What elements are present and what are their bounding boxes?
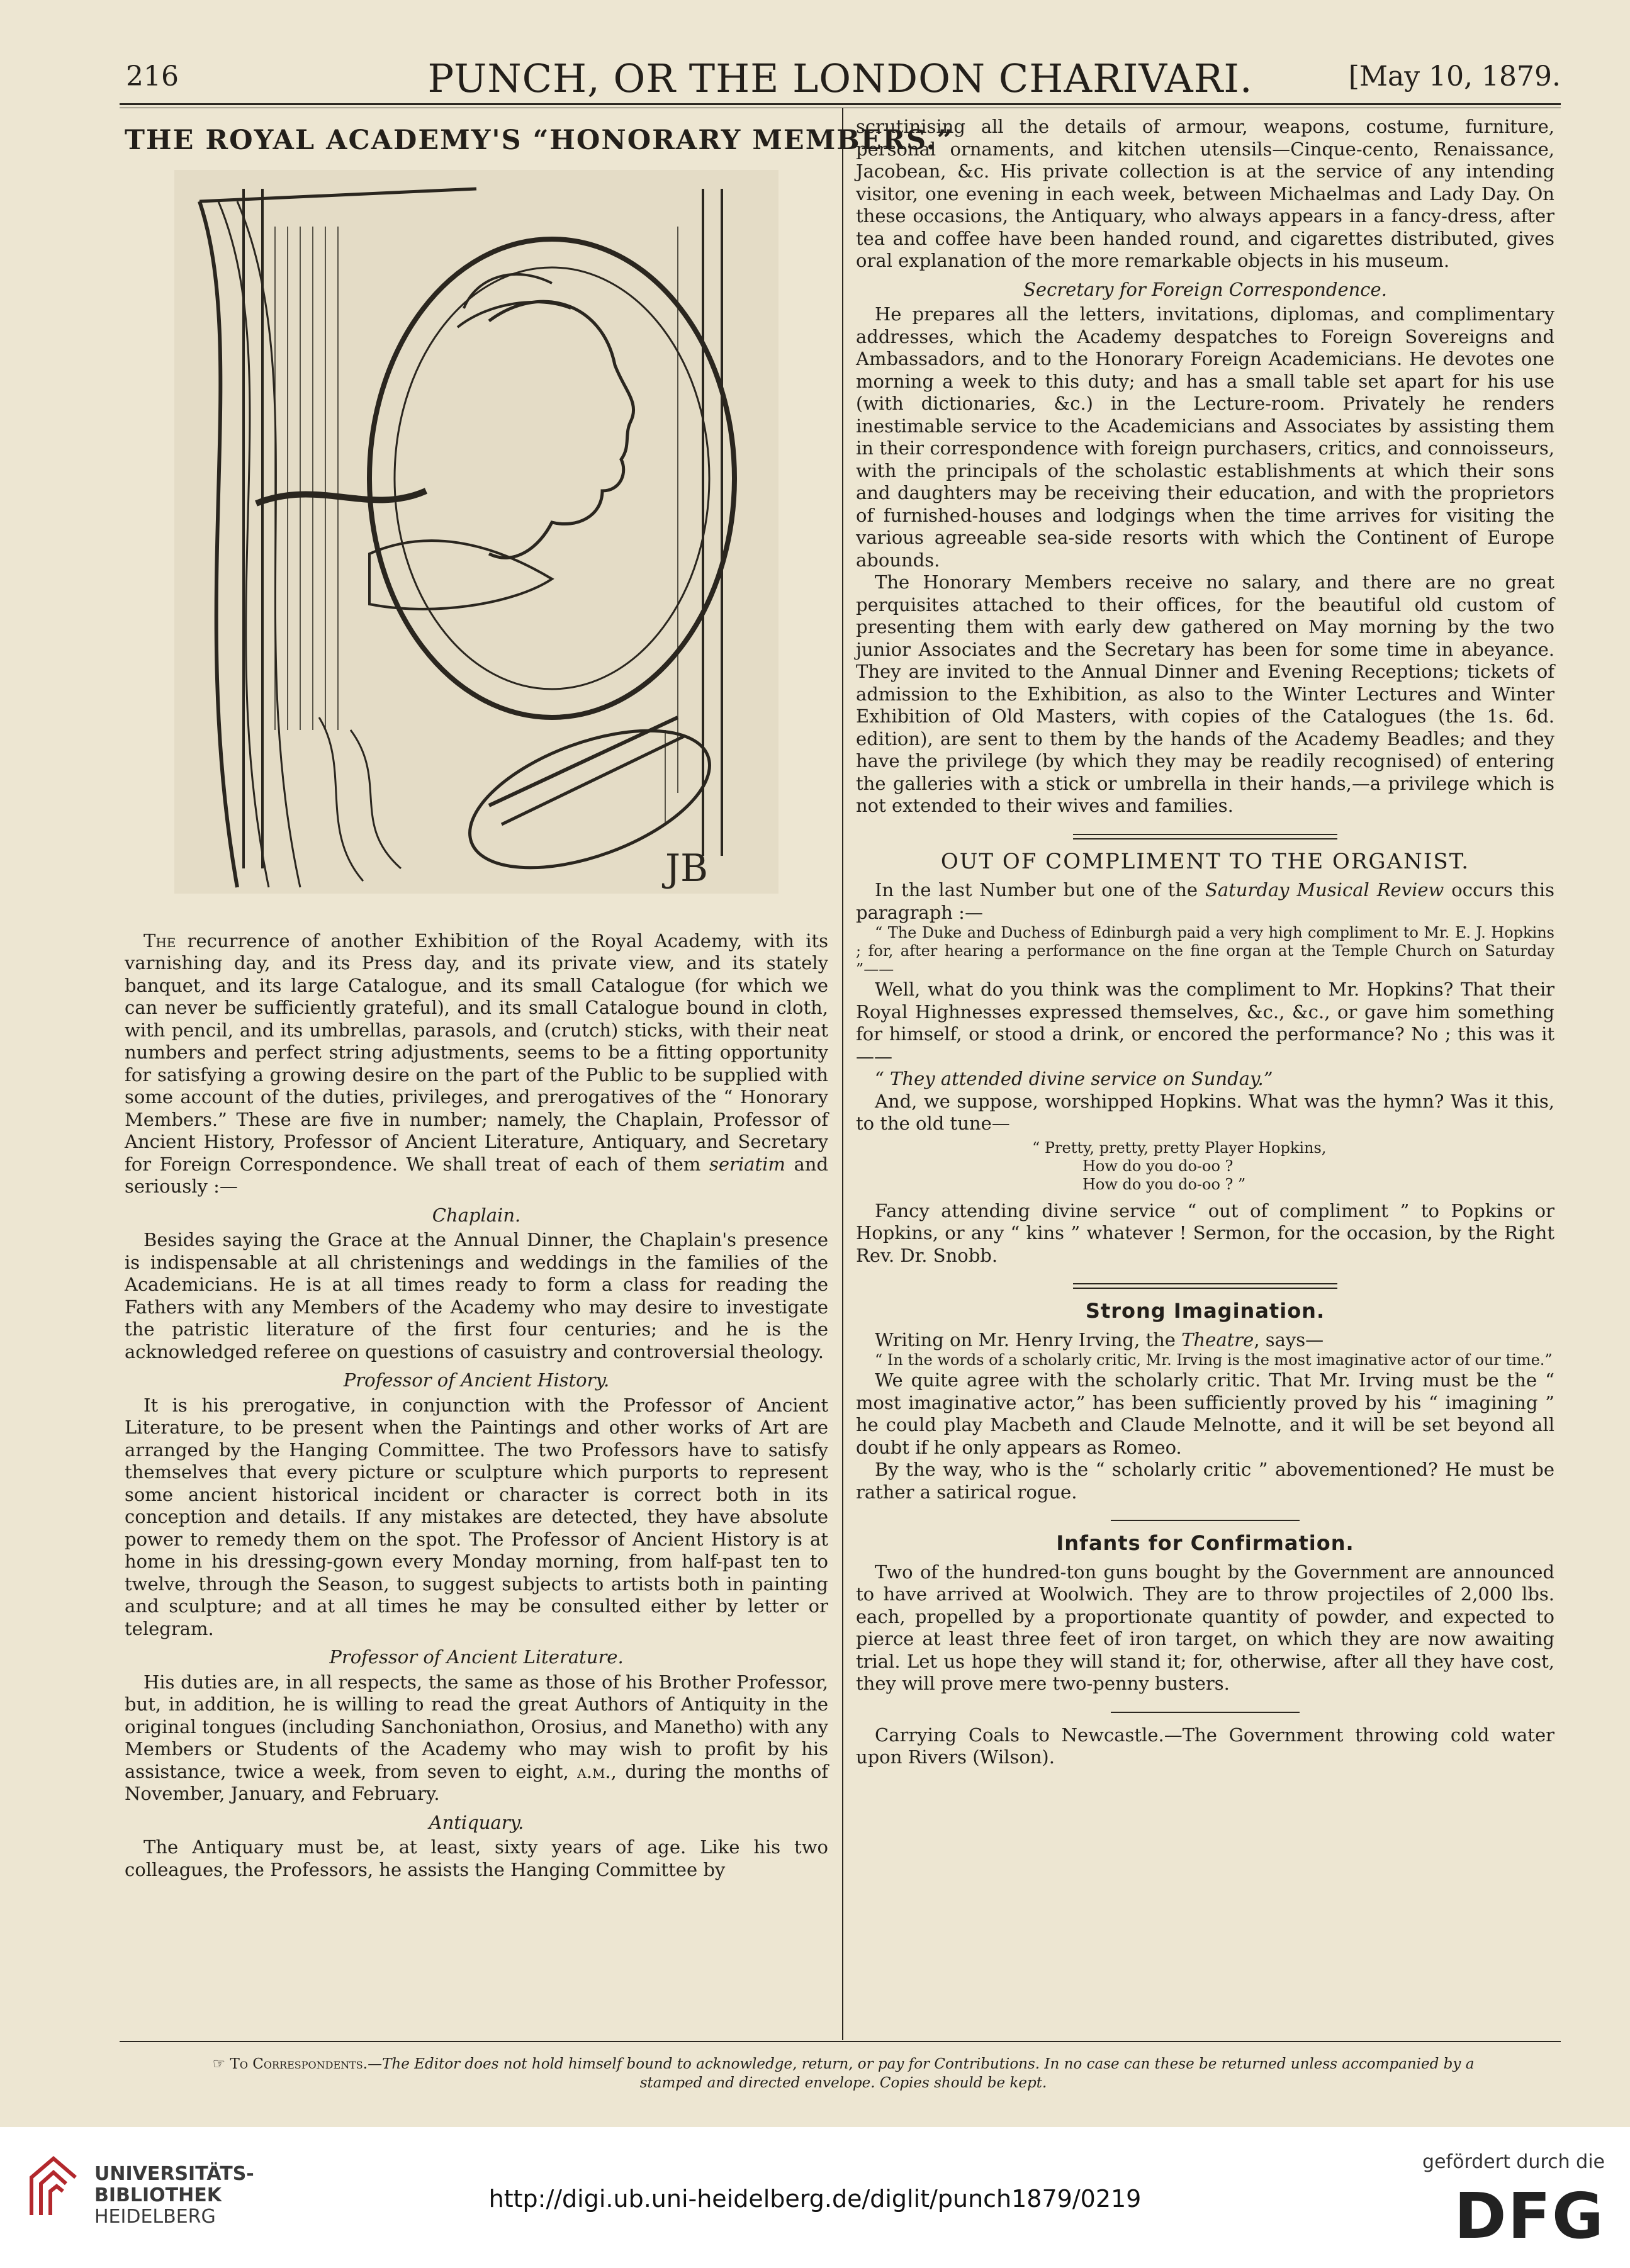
page-number: 216 <box>126 60 179 93</box>
digitization-footer <box>0 2127 1630 2268</box>
infants-title: Infants for Confirmation. <box>1056 1531 1354 1555</box>
bust-medallion-illustration <box>162 164 791 919</box>
page-header <box>120 55 1561 106</box>
literature-paragraph: His duties are, in all respects, the same as those of his Brother Professor, but, in addition, he is willing to read the great Authors of Antiquity in the original tongues (including Sanchoniathon, Orosius, and Manetho) with any Members or Students of the Academy who may wish to profit by his assistance, twice a week, from seven to eight, a.m., during the months of November, January, and February. <box>125 1671 829 1804</box>
infants-paragraph: Two of the hundred-ton guns bought by the Government are announced to have arrived at Woolwich. They are to throw projectiles of 2,000 lbs. each, propelled by a proportionate quantity of powder, and expected to pierce at least three feet of iron target, on which they are now awaiting trial. Let us hope they will stand it; for, otherwise, after all they have cost, they will prove mere two-penny busters. <box>856 1561 1554 1694</box>
organist-verse <box>1032 1139 1554 1194</box>
antiquary-paragraph: The Antiquary must be, at least, sixty years of age. Like his two colleagues, the Professors, he assists the Hanging Committee by <box>125 1836 828 1880</box>
section-divider <box>1111 1712 1300 1713</box>
subhead-ancient-history: Professor of Ancient History. <box>343 1369 610 1391</box>
footer-rule <box>120 2041 1561 2042</box>
correspondents-note: ☞ To Correspondents.—The Editor does not hold himself bound to acknowledge, return, or pay for Contributions. In no case can these be returned unless accompanied by a stamped and directed envelope. Copies should be kept. <box>212 2056 1475 2091</box>
library-name: UNIVERSITÄTS- BIBLIOTHEK HEIDELBERG <box>94 2163 254 2228</box>
dfg-logo: DFG <box>1454 2179 1605 2253</box>
right-column <box>856 116 1554 1769</box>
strong-paragraph-2: We quite agree with the scholarly critic. That Mr. Irving must be the “ most imaginative actor,” has been sufficiently proved by his “ imagining ” he could play Macbeth and Claude Melnotte, and it will be set beyond all doubt if he only appears as Romeo. <box>856 1369 1554 1458</box>
section-divider <box>1073 834 1337 839</box>
subhead-chaplain: Chaplain. <box>432 1204 521 1226</box>
organist-paragraph-3: “ They attended divine service on Sunday.” <box>875 1068 1273 1089</box>
issue-date: [May 10, 1879. <box>1348 60 1561 93</box>
intro-paragraph: The recurrence of another Exhibition of the Royal Academy, with its varnishing day, and its Press day, and its private view, and its stately banquet, and its large Catalogue, and its small Catalogue (for which we can never be sufficiently grateful), and its small Catalogue bound in cloth, with pencil, and its umbrellas, parasols, and (crutch) sticks, with their neat numbers and perfect string adjustments, seems to be a fitting opportunity for satisfying a growing desire on the part of the Public to be supplied with some account of the duties, privileges, and prerogatives of the “ Honorary Members.” These are five in number; namely, the Chaplain, Professor of Ancient History, Professor of Ancient Literature, Antiquary, and Secretary for Foreign Correspondence. We shall treat of each of them seriatim and seriously :— <box>125 929 829 1197</box>
organist-paragraph-1: In the last Number but one of the Saturday Musical Review occurs this paragraph :— <box>856 879 1555 923</box>
subhead-antiquary: Antiquary. <box>429 1811 524 1833</box>
strong-paragraph-3: By the way, who is the “ scholarly critic ” abovementioned? He must be rather a satirical rogue. <box>856 1459 1554 1503</box>
verse-line: How do you do-oo ? ” <box>1082 1175 1246 1193</box>
section-divider <box>1111 1520 1300 1521</box>
organist-title: OUT OF COMPLIMENT TO THE ORGANIST. <box>940 848 1470 874</box>
organist-quote: “ The Duke and Duchess of Edinburgh paid a very high compliment to Mr. E. J. Hopkins ; for, after hearing a performance on the fine organ at the Temple Church on Saturday ”—— <box>856 924 1554 978</box>
secretary-paragraph-1: He prepares all the letters, invitations, diplomas, and complimentary addresses, which the Academy despatches to Foreign Sovereigns and Ambassadors, and to the Honorary Foreign Academicians. He devotes one morning a week to this duty; and has a small table set apart for his use (with dictionaries, &c.) in the Lecture-room. Privately he renders inestimable service to the Academicians and Associates by assisting them in their correspondence with foreign purchasers, critics, and connoisseurs, with the principals of the scholastic establishments at which their sons and daughters may be receiving their education, and with the proprietors of furnished-houses and lodgings when the time arrives for visiting the various agreeable sea-side resorts with which the Continent of Europe abounds. <box>856 303 1554 571</box>
strong-quote: “ In the words of a scholarly critic, Mr. Irving is the most imaginative actor of our time.” <box>875 1351 1553 1369</box>
organist-paragraph-2: Well, what do you think was the compliment to Mr. Hopkins? That their Royal Highnesses expressed themselves, &c., &c., or gave him something for himself, or stood a drink, or encored the performance? No ; this was it —— <box>856 979 1554 1067</box>
header-rule <box>120 103 1561 105</box>
verse-line: How do you do-oo ? <box>1082 1157 1234 1175</box>
organist-paragraph-4: And, we suppose, worshipped Hopkins. What was the hymn? Was it this, to the old tune— <box>856 1090 1554 1134</box>
funded-by-label: gefördert durch die <box>1422 2151 1605 2173</box>
column-divider <box>842 108 843 2040</box>
chaplain-paragraph: Besides saying the Grace at the Annual Dinner, the Chaplain's presence is indispensable at all christenings and weddings in the families of the Academicians. He is at all times ready to form a class for reading the Fathers with any Members of the Academy who may desire to investigate the patristic literature of the first four centuries; and he is the acknowledged referee on questions of casuistry and controversial theology. <box>125 1229 828 1362</box>
history-paragraph: It is his prerogative, in conjunction with the Professor of Ancient Literature, to be present when the Paintings and other works of Art are arranged by the Hanging Committee. The two Professors have to satisfy themselves that every picture or sculpture which purports to represent some ancient historical incident or character is correct both in its conception and details. If any mistakes are detected, they have absolute power to remedy them on the spot. The Professor of Ancient History is at home in his dressing-gown every Monday morning, from half-past ten to twelve, through the Season, to suggest subjects to artists both in painting and sculpture; and at all times he may be consulted either by letter or telegram. <box>125 1394 828 1639</box>
coals-paragraph: Carrying Coals to Newcastle.—The Government throwing cold water upon Rivers (Wilson). <box>856 1724 1554 1768</box>
antiquary-continued: scrutinising all the details of armour, weapons, costume, furniture, personal ornaments, and kitchen utensils—Cinque-cento, Renaissance, Jacobean, &c. His private collection is at the service of any intending visitor, one evening in each week, between Michaelmas and Lady Day. On these occasions, the Antiquary, who always appears in a fancy-dress, after tea and coffee have been handed round, and cigarettes distributed, gives oral explanation of the more remarkable objects in his museum. <box>856 116 1554 271</box>
subhead-secretary: Secretary for Foreign Correspondence. <box>1023 278 1387 300</box>
organist-paragraph-5: Fancy attending divine service “ out of compliment ” to Popkins or Hopkins, or any “ kins ” whatever ! Sermon, for the occasion, by the Right Rev. Dr. Snobb. <box>856 1199 1554 1266</box>
artist-signature: JB <box>665 846 709 890</box>
strong-imagination-title: Strong Imagination. <box>1085 1299 1325 1323</box>
subhead-ancient-literature: Professor of Ancient Literature. <box>329 1646 624 1668</box>
section-divider <box>1073 1283 1337 1289</box>
source-url-link[interactable]: http://digi.ub.uni-heidelberg.de/diglit/punch1879/0219 <box>488 2185 1142 2213</box>
strong-paragraph-1: Writing on Mr. Henry Irving, the Theatre, says— <box>875 1328 1324 1350</box>
masthead-title: PUNCH, OR THE LONDON CHARIVARI. <box>427 55 1253 101</box>
article-title: THE ROYAL ACADEMY'S “HONORARY MEMBERS.” <box>125 125 954 156</box>
secretary-paragraph-2: The Honorary Members receive no salary, and there are no great perquisites attached to their offices, for the beautiful old custom of presenting them with early dew gathered on May morning by the two junior Associates and the Secretary has been for some time in abeyance. They are invited to the Annual Dinner and Evening Receptions; tickets of admission to the Exhibition, as also to the Winter Lectures and Winter Exhibition of Old Masters, with copies of the Catalogues (the 1s. 6d. edition), are sent to them by the hands of the Academy Beadles; and they have the privilege (by which they may be readily recognised) of entering the galleries with a stick or umbrella in their hands,—a privilege which is not extended to their wives and families. <box>856 571 1554 816</box>
verse-line: “ Pretty, pretty, pretty Player Hopkins, <box>1032 1138 1327 1157</box>
left-column <box>125 116 954 1881</box>
